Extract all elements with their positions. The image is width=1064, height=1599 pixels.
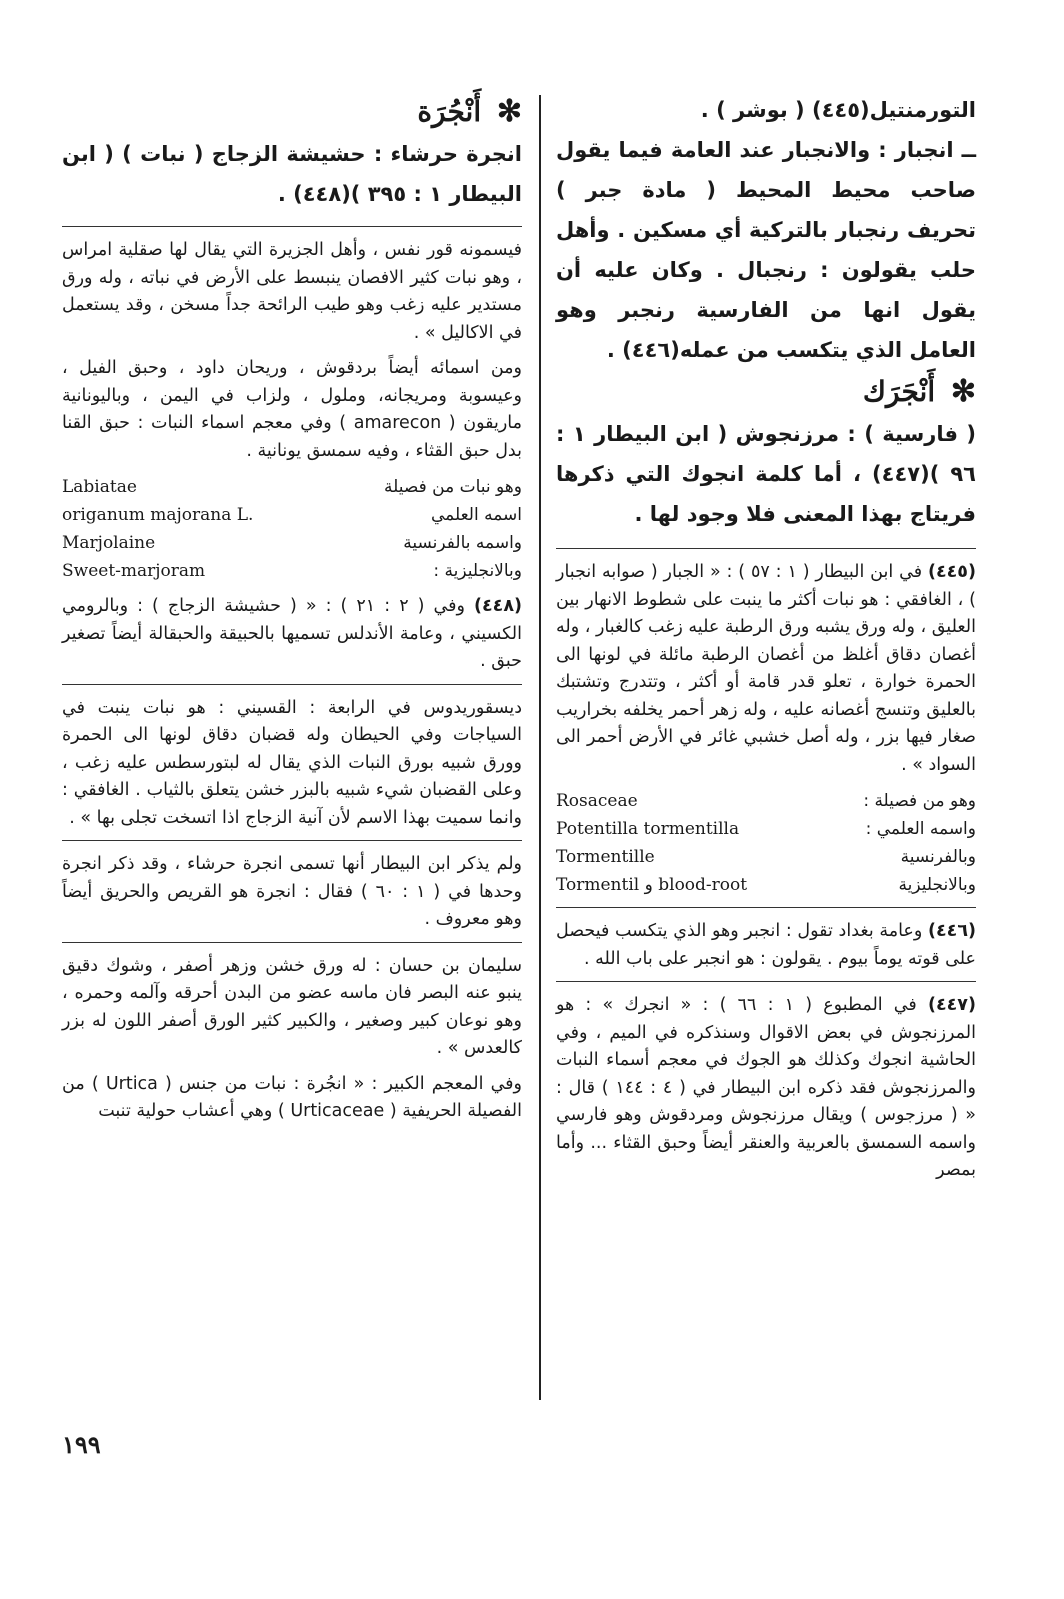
footnote-rule [62, 226, 522, 227]
footnote-text: وعامة بغداد تقول : انجبر وهو الذي يتكسب فيحصل على قوته يوماً بيوم . يقولون : هو انجبر على باب الله . [556, 921, 976, 969]
sci-label: وهو نبات من فصيلة [383, 477, 522, 497]
sci-value: Tormentil و blood-root [556, 875, 748, 895]
footnote-continued-b: ومن اسمائه أيضاً بردقوش ، وريحان داود ، وحبق الفيل ، وعيسوبة ومريجانه، وملول ، ولزاب في اليمن ، وباليونانية ماريقون ( amarecon ) وفي معجم اسماء النبات : حبق القنا بدل حبق القثاء ، وفيه سمسق يونانية . [62, 358, 522, 461]
sci-value: Tormentille [556, 847, 655, 867]
sci-label: واسمه العلمي : [865, 819, 976, 839]
right-line1: التورمنتيل(٤٤٥) ( بوشر ) . [700, 98, 976, 122]
footnote-continued-c: ديسقوريدوس في الرابعة : القسيني : هو نبات ينبت في السياجات وفي الحيطان وله قضبان دقاق لونها الى الحمرة وورق شبيه بورق النبات الذي يقال له لبتورسطس عليه زغب ، وعلى القضبان شيء شبيه بالبزر خشن يتعلق بالثياب . الغافقي : وانما سميت بهذا الاسم لأن آنية الزجاج اذا اتسخت تجلى بها » . [62, 697, 522, 828]
footnote-number: (٤٤٦) [927, 921, 976, 941]
sci-label: وبالانجليزية [898, 875, 976, 895]
footnote-448 [62, 593, 522, 676]
footnote-continued-e: سليمان بن حسان : له ورق خشن وزهر أصفر ، وشوك دقيق ينبو عنه البصر فان ماسه عضو من البدن أحرقه وآلمه وحمره ، وهو نوعان كبير وصغير ، والكبير كثير الورق أصفر اللون له بزر كالعدس » . [62, 955, 522, 1058]
footnote-divider [556, 981, 976, 982]
entry-heading-anjarak [556, 374, 976, 410]
footnote-continued-a: فيسمونه قور نفس ، وأهل الجزيرة التي يقال لها صقلية امراس ، وهو نبات كثير الافصان ينبسط على الأرض في نباته ، وله ورق مستدير عليه زغب وهو طيب الرائحة جداً مسخن ، وقد يستعمل في الاكاليل » . [62, 240, 522, 343]
footnote-447 [556, 992, 976, 1185]
footnote-divider [62, 684, 522, 685]
left-column [62, 90, 522, 1134]
footnote-number: (٤٤٨) [473, 596, 522, 616]
sci-label: وبالانجليزية : [433, 561, 522, 581]
sci-value: Potentilla tormentilla [556, 819, 740, 839]
sci-value: Marjolaine [62, 533, 156, 553]
sci-label: وهو من فصيلة : [863, 791, 976, 811]
asterisk-icon: ✻ [496, 94, 522, 129]
sci-label: اسمه العلمي [430, 505, 522, 525]
scientific-names-445 [556, 787, 976, 899]
footnote-text: في ابن البيطار ( ١ : ٥٧ ) : « الجبار ( صوابه انجبار ) ، الغافقي : هو نبات أكثر ما ينبت على شطوط الانهار بين العليق ، وله ورق يشبه ورق الرطبة عليه زغب كالغبار ، وله أغصان دقاق أغلظ من أغصان الرطبة مائلة في لونها الى الحمرة خوارة ، تعلو قدر قامة أو أكثر ، وتتدرج وتشتبك بالعليق وتنسج أغصانه عليه ، وله زهر أحمر يخلفه بخراريب صغار فيها بزر ، وله أصل خشبي غائر في الأرض أحمر الى السواد » . [556, 562, 976, 775]
entry-heading-text: أَنْجُرَة [417, 95, 482, 128]
scientific-names-447 [62, 473, 522, 585]
footnote-446 [556, 918, 976, 973]
footnote-divider [62, 942, 522, 943]
sci-label: وبالفرنسية [900, 847, 976, 867]
entry-heading-text: أَنْجَرَك [862, 375, 936, 408]
right-para2: ( فارسية ) : مرزنجوش ( ابن البيطار ١ : ٩٦ )(٤٤٧) ، أما كلمة انجوك التي ذكرها فريتاج بهذا المعنى فلا وجود لها . [556, 422, 976, 526]
footnote-text: وفي ( ٢ : ٢١ ) : « ( حشيشة الزجاج ) : وبالرومي الكسيني ، وعامة الأندلس تسميها بالحبيقة والحبقالة أيضاً تصغير حبق . [62, 596, 522, 671]
page-number: ١٩٩ [62, 1430, 101, 1459]
column-divider [539, 95, 541, 1400]
footnote-rule [556, 548, 976, 549]
right-column [556, 90, 976, 1193]
right-para1: ــ انجبار : والانجبار عند العامة فيما يقول صاحب محيط المحيط ( مادة جبر ) تحريف رنجبار بالتركية أي مسكين . وأهل حلب يقولون : رنجبال . وكان عليه أن يقول انها من الفارسية رنجبر وهو العامل الذي يتكسب من عمله(٤٤٦) . [556, 138, 976, 362]
footnote-divider [62, 840, 522, 841]
sci-label: واسمه بالفرنسية [403, 533, 522, 553]
sci-value: Labiatae [62, 477, 137, 497]
sci-value: Sweet-marjoram [62, 561, 206, 581]
footnote-number: (٤٤٧) [927, 995, 976, 1015]
sci-value: Rosaceae [556, 791, 638, 811]
footnote-number: (٤٤٥) [927, 562, 976, 582]
left-para1: انجرة حرشاء : حشيشة الزجاج ( نبات ) ( ابن البيطار ١ : ٣٩٥ )(٤٤٨) . [62, 142, 522, 206]
footnote-divider [556, 907, 976, 908]
footnote-continued-f: وفي المعجم الكبير : « انجُرة : نبات من جنس ( Urtica ) من الفصيلة الحريفية ( Urticaceae ) وهي أعشاب حولية تنبت [62, 1073, 522, 1121]
sci-value: origanum majorana L. [62, 505, 254, 525]
footnote-text: في المطبوع ( ١ : ٦٦ ) : « انجرك » : هو المرزنجوش في بعض الاقوال وسنذكره في الميم ، وفي الحاشية انجوك وكذلك هو الجوك في معجم أسماء النبات والمرزنجوش فقد ذكره ابن البيطار في ( ٤ : ١٤٤ ) قال : « ( مرزجوس ) ويقال مرزنجوش ومردقوش وهو فارسي واسمه السمسق بالعربية والعنقر أيضاً وحبق القثاء ... وأما بمصر [556, 995, 976, 1180]
asterisk-icon: ✻ [950, 374, 976, 409]
footnote-445 [556, 559, 976, 779]
entry-heading-anjura [62, 94, 522, 130]
footnote-continued-d: ولم يذكر ابن البيطار أنها تسمى انجرة حرشاء ، وقد ذكر انجرة وحدها في ( ١ : ٦٠ ) فقال : انجرة هو القريص والحريق أيضاً وهو معروف . [62, 854, 522, 929]
